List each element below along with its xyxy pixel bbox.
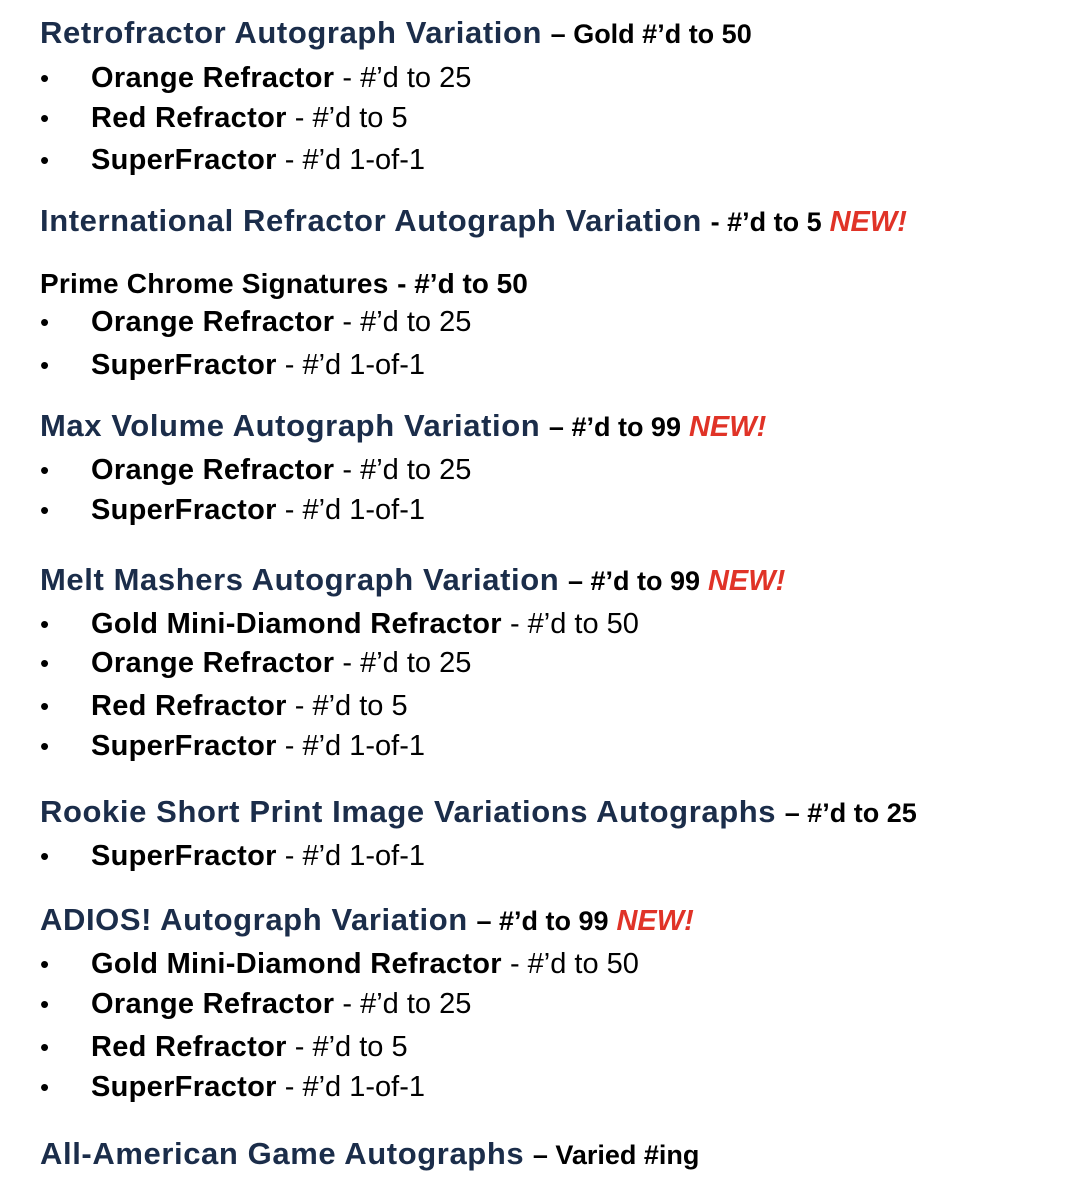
parallel-name: Red Refractor xyxy=(91,1031,287,1063)
parallel-numbering: - #’d 1-of-1 xyxy=(284,840,425,872)
bullet-icon: • xyxy=(40,841,50,871)
parallel-name: SuperFractor xyxy=(91,1071,277,1103)
parallel-numbering: - #’d 1-of-1 xyxy=(284,1071,425,1103)
parallel-numbering: - #’d to 5 xyxy=(294,690,408,722)
parallel-numbering: - #’d to 25 xyxy=(342,62,472,94)
list-item xyxy=(40,947,639,981)
bullet-icon: • xyxy=(40,731,50,761)
list-item xyxy=(40,143,425,177)
parallel-numbering: - #’d 1-of-1 xyxy=(284,730,425,762)
new-badge: NEW! xyxy=(707,565,786,597)
section-title: Melt Mashers Autograph Variation xyxy=(40,562,560,597)
parallel-name: Orange Refractor xyxy=(91,454,335,486)
bullet-icon: • xyxy=(40,307,50,337)
bullet-icon: • xyxy=(40,691,50,721)
parallel-numbering: - #’d to 5 xyxy=(294,1031,408,1063)
list-item xyxy=(40,305,471,339)
section-numbering: - #’d to 5 xyxy=(710,207,822,237)
section-heading xyxy=(40,794,917,831)
section-heading xyxy=(40,1136,699,1173)
parallel-name: SuperFractor xyxy=(91,494,277,526)
new-badge: NEW! xyxy=(616,905,694,937)
section-title: Prime Chrome Signatures xyxy=(40,268,389,299)
parallel-name: Orange Refractor xyxy=(91,62,335,94)
parallel-name: SuperFractor xyxy=(91,840,277,872)
parallel-numbering: - #’d to 5 xyxy=(294,102,408,134)
section-numbering: – #’d to 99 xyxy=(567,566,700,596)
parallel-numbering: - #’d to 50 xyxy=(509,948,639,980)
parallel-name: Red Refractor xyxy=(91,690,287,722)
parallel-name: SuperFractor xyxy=(91,730,277,762)
list-item xyxy=(40,453,471,487)
parallel-name: Orange Refractor xyxy=(91,988,335,1020)
bullet-icon: • xyxy=(40,648,50,678)
bullet-icon: • xyxy=(40,455,50,485)
section-numbering: – #’d to 25 xyxy=(784,798,917,828)
section-heading xyxy=(40,203,907,240)
parallel-name: Orange Refractor xyxy=(91,647,335,679)
parallel-name: Orange Refractor xyxy=(91,306,335,338)
list-item xyxy=(40,348,425,382)
parallel-numbering: - #’d to 25 xyxy=(342,988,472,1020)
bullet-icon: • xyxy=(40,1072,50,1102)
bullet-icon: • xyxy=(40,949,50,979)
parallel-name: Gold Mini-Diamond Refractor xyxy=(91,608,502,640)
section-title: International Refractor Autograph Variation xyxy=(40,203,702,238)
list-item xyxy=(40,987,471,1021)
section-numbering: – Gold #’d to 50 xyxy=(550,19,752,49)
parallel-name: SuperFractor xyxy=(91,349,277,381)
list-item xyxy=(40,1030,408,1064)
bullet-icon: • xyxy=(40,1032,50,1062)
bullet-icon: • xyxy=(40,989,50,1019)
parallel-numbering: - #’d to 25 xyxy=(342,647,472,679)
section-numbering: - #’d to 50 xyxy=(397,268,528,299)
section-numbering: – #’d to 99 xyxy=(548,412,681,442)
section-heading xyxy=(40,902,694,939)
list-item xyxy=(40,61,471,95)
parallel-numbering: - #’d to 25 xyxy=(342,306,472,338)
parallel-name: Gold Mini-Diamond Refractor xyxy=(91,948,502,980)
bullet-icon: • xyxy=(40,145,50,175)
list-item xyxy=(40,1070,425,1104)
list-item xyxy=(40,729,425,763)
section-title: Retrofractor Autograph Variation xyxy=(40,15,543,50)
list-item xyxy=(40,101,408,135)
section-heading xyxy=(40,265,528,302)
section-numbering: – #’d to 99 xyxy=(476,906,609,936)
section-heading xyxy=(40,408,766,445)
section-title: Rookie Short Print Image Variations Autographs xyxy=(40,794,777,829)
section-title: Max Volume Autograph Variation xyxy=(40,408,541,443)
bullet-icon: • xyxy=(40,63,50,93)
section-title: ADIOS! Autograph Variation xyxy=(40,902,468,937)
parallel-numbering: - #’d to 50 xyxy=(509,608,639,640)
bullet-icon: • xyxy=(40,609,50,639)
bullet-icon: • xyxy=(40,103,50,133)
section-heading xyxy=(40,15,752,52)
list-item xyxy=(40,689,408,723)
parallel-numbering: - #’d 1-of-1 xyxy=(284,494,425,526)
parallel-numbering: - #’d to 25 xyxy=(342,454,472,486)
parallel-numbering: - #’d 1-of-1 xyxy=(284,349,425,381)
new-badge: NEW! xyxy=(688,411,767,443)
list-item xyxy=(40,646,471,680)
section-heading xyxy=(40,562,785,599)
bullet-icon: • xyxy=(40,350,50,380)
parallel-name: SuperFractor xyxy=(91,144,277,176)
parallel-name: Red Refractor xyxy=(91,102,287,134)
parallel-numbering: - #’d 1-of-1 xyxy=(284,144,425,176)
section-title: All-American Game Autographs xyxy=(40,1136,525,1171)
list-item xyxy=(40,493,425,527)
section-numbering: – Varied #ing xyxy=(532,1140,700,1170)
list-item xyxy=(40,607,639,641)
bullet-icon: • xyxy=(40,495,50,525)
list-item xyxy=(40,839,425,873)
new-badge: NEW! xyxy=(829,206,907,238)
